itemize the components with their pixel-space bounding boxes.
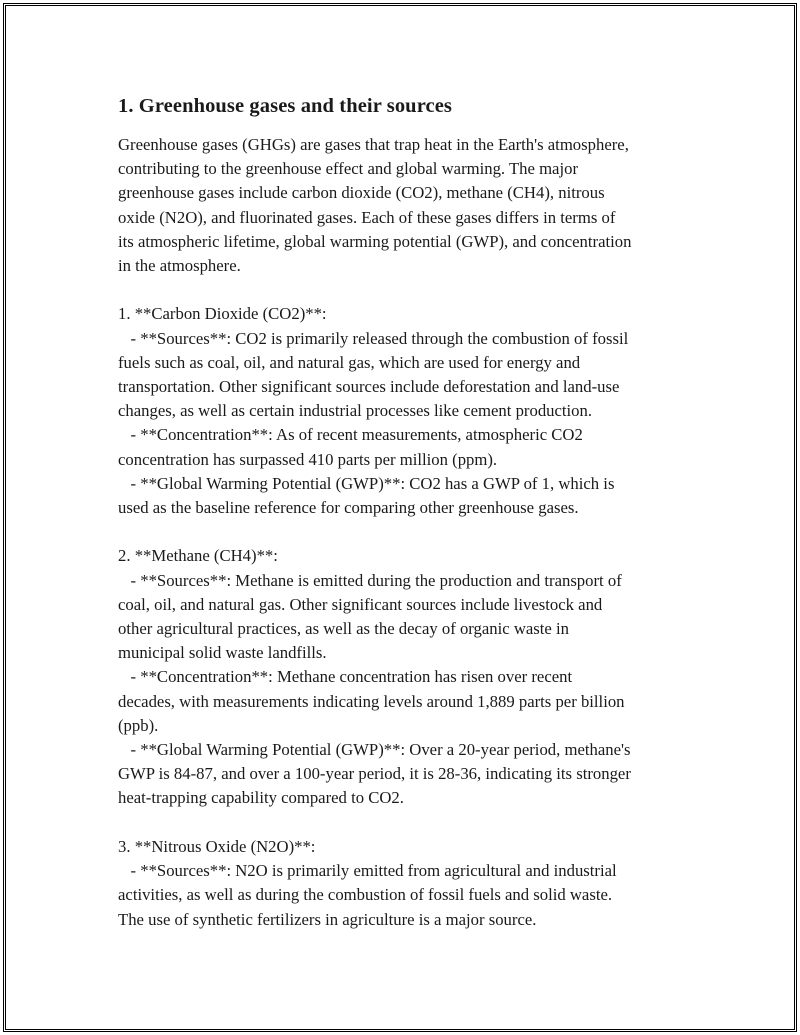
section-body-text: Greenhouse gases (GHGs) are gases that trap heat in the Earth's atmosphere, contributing to the greenhouse effect and global warming. The major greenhouse gases include carbon dioxide (CO2), methane (CH4), nitrous oxide (N2O), and fluorinated gases. Each of these gases differs in terms of its atmospheric lifetime, global warming potential (GWP), and concentration in the atmosphere. 1. **Carbon Dioxide (CO2)**: - **Sources**: CO2 is primarily released through the combustion of fossil fuels such as coal, oil, and natural gas, which are used for energy and transportation. Other significant sources include deforestation and land-use changes, as well as certain industrial processes like cement production. - **Concentration**: As of recent measurements, atmospheric CO2 concentration has surpassed 410 parts per million (ppm). - **Global Warming Potential (GWP)**: CO2 has a GWP of 1, which is used as the baseline reference for comparing other greenhouse gases. 2. **Methane (CH4)**: - **Sources**: Methane is emitted during the production and transport of coal, oil, and natural gas. Other significant sources include livestock and other agricultural practices, as well as the decay of organic waste in municipal solid waste landfills. - **Concentration**: Methane concentration has risen over recent decades, with measurements indicating levels around 1,889 parts per billion (ppb). - **Global Warming Potential (GWP)**: Over a 20-year period, methane's GWP is 84-87, and over a 100-year period, it is 28-36, indicating its stronger heat-trapping capability compared to CO2. 3. **Nitrous Oxide (N2O)**: - **Sources**: N2O is primarily emitted from agricultural and industrial activities, as well as during the combustion of fossil fuels and solid waste. The use of synthetic fertilizers in agriculture is a major source. bbox=[118, 135, 632, 929]
document-content bbox=[118, 92, 698, 932]
section-heading: 1. Greenhouse gases and their sources bbox=[118, 95, 452, 117]
